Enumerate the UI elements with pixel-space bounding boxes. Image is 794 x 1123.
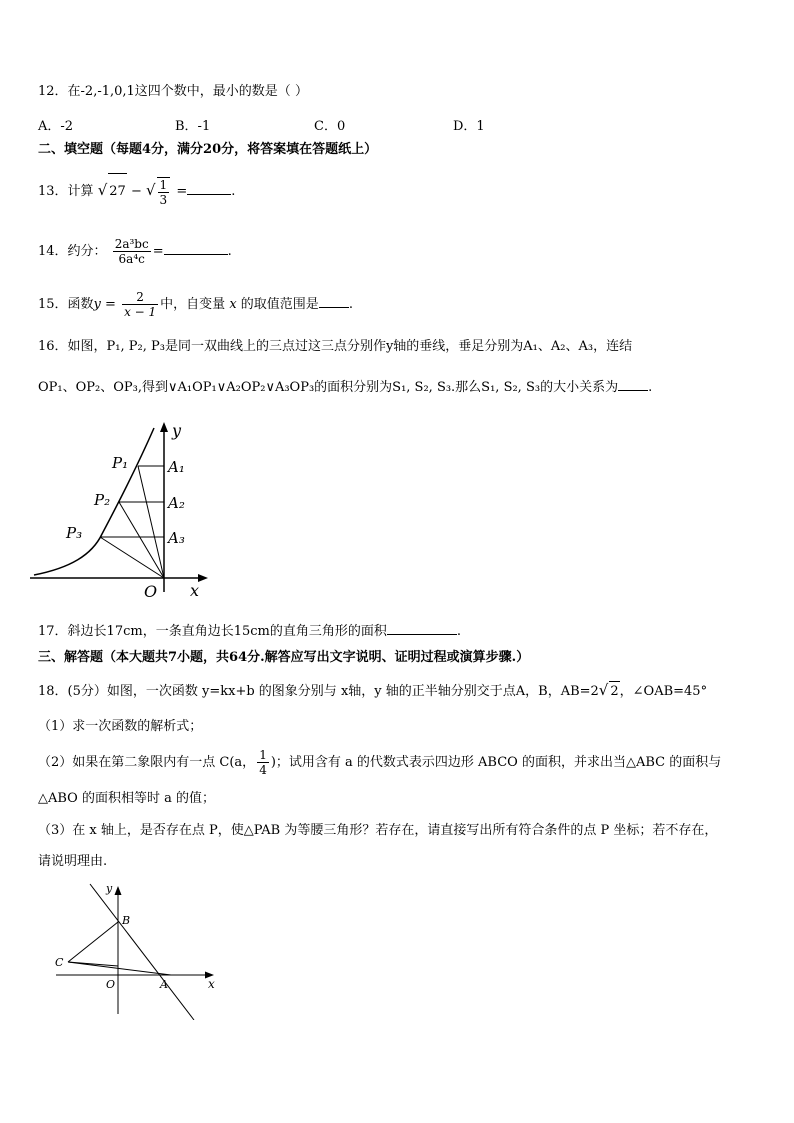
fig18-y-label: y xyxy=(106,882,113,895)
sqrt-symbol: √ xyxy=(97,181,108,199)
q16-answer-blank xyxy=(618,378,648,391)
q12-option-d: D．1 xyxy=(453,119,485,134)
q13-fraction: $\frac{1}{3}$ xyxy=(157,177,171,207)
p2-label: P₂ xyxy=(94,491,111,509)
a2-label: A₂ xyxy=(168,494,185,512)
p3-label: P₃ xyxy=(66,524,83,542)
fig18-c-label: C xyxy=(55,956,64,969)
segment-cb xyxy=(68,922,118,962)
fig18-a-label: A xyxy=(160,978,168,991)
section3-heading: 三、解答题（本大题共7小题，共64分.解答应写出文字说明、证明过程或演算步骤.） xyxy=(38,650,530,665)
segment-ca xyxy=(68,962,171,975)
fig18-b-label: B xyxy=(122,914,131,927)
linear-function-figure xyxy=(48,880,228,1020)
q15-fraction: $\frac{2}{x - 1}$ xyxy=(124,290,157,319)
hyperbola-figure xyxy=(30,420,220,600)
q13-radicand: 27 xyxy=(108,173,127,210)
q12-option-b: B．-1 xyxy=(175,119,211,134)
p1-label: P₁ xyxy=(112,454,129,472)
sqrt-symbol: √ xyxy=(598,681,609,699)
q18-part3: （3）在 x 轴上，是否存在点 P，使△PAB 为等腰三角形？若存在，请直接写出所有符合条件的点 P 坐标；若不存在， xyxy=(38,823,718,838)
sqrt-symbol: √ xyxy=(145,181,156,199)
q14-eq: = xyxy=(152,244,164,259)
q17: 17．斜边长17cm，一条直角边长15cm的直角三角形的面积 . xyxy=(38,624,461,639)
q13-prefix: 13．计算 xyxy=(38,184,94,199)
q15-suffix2: 的取值范围是 xyxy=(240,297,319,312)
line-ab xyxy=(90,884,194,1020)
fig16-o-label: O xyxy=(144,582,158,600)
q14 xyxy=(38,234,232,270)
a1-label: A₁ xyxy=(168,458,185,476)
y-axis-arrow xyxy=(115,886,122,895)
fig18-o-label: O xyxy=(106,978,116,991)
q17-answer-blank xyxy=(387,622,457,635)
q12-option-a: A．-2 xyxy=(38,119,74,134)
q15-answer-blank xyxy=(319,295,349,308)
q13-end: . xyxy=(231,184,236,199)
q14-end: . xyxy=(227,244,232,259)
q13-answer-blank xyxy=(187,182,231,195)
q18-part2-cont: △ABO 的面积相等时 a 的值； xyxy=(38,791,215,806)
q15-suffix: 中，自变量 xyxy=(160,297,226,312)
q13-eq: = xyxy=(176,184,188,199)
fig16-x-label: x xyxy=(190,581,200,600)
q14-fraction: $\frac{\text{2a³bc}}{\text{6a⁴c}}$ xyxy=(114,237,149,266)
x-axis-arrow xyxy=(198,574,208,582)
q18-radicand: 2 xyxy=(609,681,619,702)
q18-part3-cont: 请说明理由. xyxy=(38,854,108,869)
fig16-y-label: y xyxy=(172,421,182,440)
q13 xyxy=(38,172,235,210)
q13-minus: − xyxy=(130,184,142,199)
q18-line1: 18．(5分）如图，一次函数 y=kx+b 的图象分别与 x轴，y 轴的正半轴分别交于点A，B，AB=2√ 2，∠OAB=45° xyxy=(38,680,707,702)
q15 xyxy=(38,287,353,323)
op3-segment xyxy=(100,537,164,578)
q12-option-c: C．0 xyxy=(314,119,346,134)
y-axis-arrow xyxy=(160,422,168,432)
q15-end: . xyxy=(348,297,353,312)
a3-label: A₃ xyxy=(168,529,185,547)
q15-x: x xyxy=(229,297,237,312)
fig18-x-label: x xyxy=(208,977,215,991)
op2-segment xyxy=(119,502,164,578)
q18-part1: （1）求一次函数的解析式； xyxy=(38,719,203,734)
q12-text: 12．在-2,-1,0,1这四个数中，最小的数是（ ） xyxy=(38,84,308,99)
q16-line1: 16．如图，P₁, P₂, P₃是同一双曲线上的三点过这三点分别作y轴的垂线，垂足分别为A₁、A₂、A₃，连结 xyxy=(38,339,633,354)
section2-heading: 二、填空题（每题4分，满分20分，将答案填在答题纸上） xyxy=(38,142,378,157)
q14-prefix: 14．约分： xyxy=(38,244,107,259)
q15-y: y = xyxy=(93,297,116,312)
op1-segment xyxy=(138,466,164,578)
q14-answer-blank xyxy=(164,242,228,255)
q16-line2: OP₁、OP₂、OP₃,得到∨A₁OP₁∨A₂OP₂∨A₃OP₃的面积分别为S₁, S₂, S₃.那么S₁, S₂, S₃的大小关系为 . xyxy=(38,380,653,395)
q18-part2: （2）如果在第二象限内有一点 C(a， $\frac{1}{4}$ )；试用含有 a 的代数式表示四边形 ABCO 的面积，并求出当△ABC 的面积与 xyxy=(38,748,722,777)
q18-fraction: $\frac{1}{4}$ xyxy=(259,748,267,777)
q15-prefix: 15．函数 xyxy=(38,297,94,312)
